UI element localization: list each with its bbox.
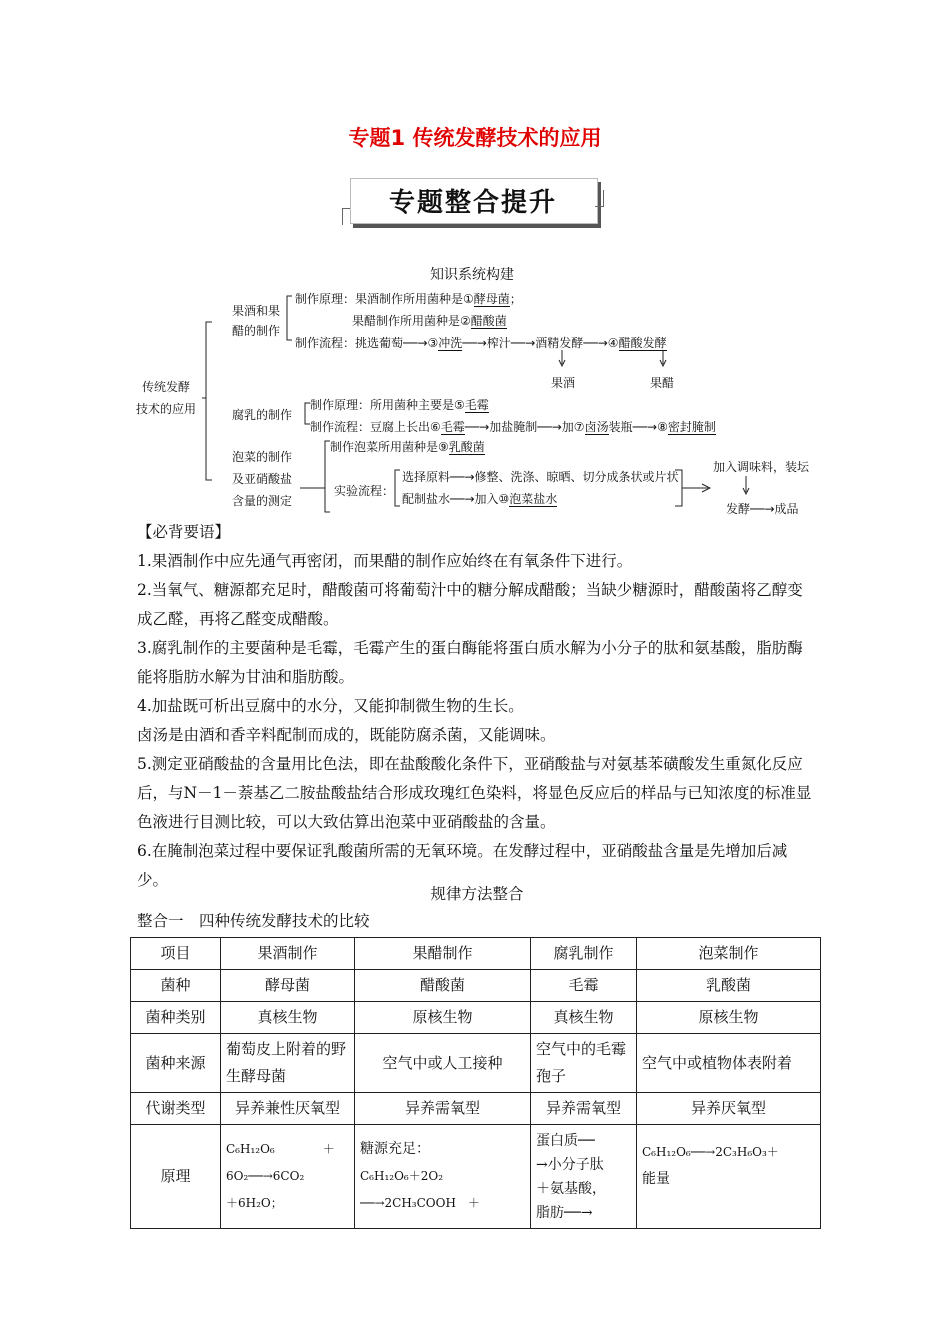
sub-title: 整合一 四种传统发酵技术的比较 [137,912,370,930]
table-row [131,970,821,1002]
diagram-heading: 知识系统构建 [430,267,514,283]
table-header-cell: 项目 [131,938,221,970]
b2-flow: 制作流程：豆腐上长出⑥毛霉──→加盐腌制──→加⑦卤汤装瓶──→⑧密封腌制 [310,420,716,434]
answer-8: 密封腌制 [667,420,716,434]
b1-product-vinegar: 果醋 [650,376,675,390]
b3-result-1: 加入调味料，装坛 [713,460,810,474]
b3-exp-a: 选择原料──→修整、洗涤、晾晒、切分成条状或片状 [402,470,679,484]
branch2-label: 腐乳的制作 [232,408,293,422]
table-cell: 空气中或植物体表附着 [637,1034,821,1093]
branch1-label-2: 醋的制作 [232,324,281,338]
b2-principle: 制作原理：所用菌种主要是⑤毛霉 [310,398,489,412]
table-cell: 原理 [131,1125,221,1229]
b3-strain: 制作泡菜所用菌种是⑨乳酸菌 [330,440,485,454]
b3-result-2: 发酵──→成品 [726,502,799,516]
b3-exp-b: 配制盐水──→加入⑩泡菜盐水 [402,492,558,506]
table-cell: 空气中或人工接种 [355,1034,531,1093]
principle-wine: C₆H₁₂O₆ ＋ 6O₂──→6CO₂ ＋6H₂O； [221,1125,355,1229]
table-cell: 代谢类型 [131,1093,221,1125]
table-cell: 空气中的毛霉孢子 [531,1034,637,1093]
table-cell: 真核生物 [531,1002,637,1034]
table-cell: 菌种来源 [131,1034,221,1093]
recite-item-2: 2.当氧气、糖源都充足时，醋酸菌可将葡萄汁中的糖分解成醋酸；当缺少糖源时，醋酸菌将乙醇变成乙醛，再将乙醛变成醋酸。 [137,581,803,628]
answer-1: 酵母菌 [473,292,510,306]
table-cell: 乳酸菌 [637,970,821,1002]
table-cell: 菌种 [131,970,221,1002]
root-label-2: 技术的应用 [136,402,197,416]
answer-6: 毛霉 [440,420,465,434]
table-row [131,1093,821,1125]
table-header-cell: 腐乳制作 [531,938,637,970]
answer-7: 卤汤 [584,420,609,434]
b1-flow: 制作流程：挑选葡萄──→③冲洗──→榨汁──→酒精发酵──→④醋酸发酵 [295,336,667,350]
banner-bracket-right [595,190,604,207]
principle-vinegar: 糖源充足： C₆H₁₂O₆＋2O₂ ──→2CH₃COOH ＋ [355,1125,531,1229]
table-cell: 真核生物 [221,1002,355,1034]
recite-item-3: 3.腐乳制作的主要菌种是毛霉，毛霉产生的蛋白酶能将蛋白质水解为小分子的肽和氨基酸，脂肪酶能将脂肪水解为甘油和脂肪酸。 [137,639,803,686]
table-cell: 毛霉 [531,970,637,1002]
answer-3: 冲洗 [438,336,463,350]
table-header-cell: 果醋制作 [355,938,531,970]
table-cell: 异养厌氧型 [637,1093,821,1125]
recite-item-1: 1.果酒制作中应先通气再密闭，而果醋的制作应始终在有氧条件下进行。 [137,552,633,570]
must-recite-heading: 【必背要语】 [137,523,231,541]
table-cell: 异养需氧型 [531,1093,637,1125]
b3-exp-label: 实验流程： [334,484,395,498]
table-cell: 葡萄皮上附着的野生酵母菌 [221,1034,355,1093]
recite-item-6: 6.在腌制泡菜过程中要保证乳酸菌所需的无氧环境。在发酵过程中，亚硝酸盐含量是先增加后减少。 [137,842,788,889]
table-cell: 异养需氧型 [355,1093,531,1125]
answer-4: 醋酸发酵 [618,336,667,350]
must-recite-section [137,518,817,895]
branch3-label-3: 含量的测定 [232,494,293,508]
page-title: 专题1 传统发酵技术的应用 [348,126,602,150]
knowledge-diagram [130,258,830,520]
answer-2: 醋酸菌 [470,314,507,328]
principle-pickle: C₆H₁₂O₆──→2C₃H₆O₃＋ 能量 [637,1125,821,1229]
table-cell: 原核生物 [637,1002,821,1034]
recite-item-4b: 卤汤是由酒和香辛料配制而成的，既能防腐杀菌，又能调味。 [137,726,556,744]
table-cell: 酵母菌 [221,970,355,1002]
table-row [131,1002,821,1034]
table-header-cell: 果酒制作 [221,938,355,970]
answer-10: 泡菜盐水 [509,492,558,506]
comparison-table [130,937,821,1229]
answer-5: 毛霉 [464,398,489,412]
b1-product-wine: 果酒 [551,376,576,390]
banner-text: 专题整合提升 [388,188,557,218]
table-cell: 醋酸菌 [355,970,531,1002]
table-cell: 原核生物 [355,1002,531,1034]
answer-9: 乳酸菌 [448,440,485,454]
table-header-row [131,938,821,970]
branch1-label-1: 果酒和果 [232,304,281,318]
root-label-1: 传统发酵 [142,380,191,394]
recite-item-5: 5.测定亚硝酸盐的含量用比色法，即在盐酸酸化条件下，亚硝酸盐与对氨基苯磺酸发生重氮化反应后，与N－1－萘基乙二胺盐酸盐结合形成玫瑰红色染料，将显色反应后的样品与已知浓度的标准显色液进行目测比较，可以大致估算出泡菜中亚硝酸盐的含量。 [137,755,812,831]
principle-sufu: 蛋白质── →小分子肽 ＋氨基酸， 脂肪──→ [531,1125,637,1229]
section-title: 规律方法整合 [430,885,524,903]
b1-principle-a: 制作原理：果酒制作所用菌种是①酵母菌； [295,292,522,306]
table-row [131,1034,821,1093]
table-header-cell: 泡菜制作 [637,938,821,970]
branch3-label-2: 及亚硝酸盐 [232,472,293,486]
table-row-principle [131,1125,821,1229]
section-banner [342,178,604,230]
recite-item-4: 4.加盐既可析出豆腐中的水分，又能抑制微生物的生长。 [137,697,524,715]
table-cell: 异养兼性厌氧型 [221,1093,355,1125]
table-cell: 菌种类别 [131,1002,221,1034]
b1-principle-b: 果醋制作所用菌种是②醋酸菌 [352,314,507,328]
branch3-label-1: 泡菜的制作 [232,450,293,464]
